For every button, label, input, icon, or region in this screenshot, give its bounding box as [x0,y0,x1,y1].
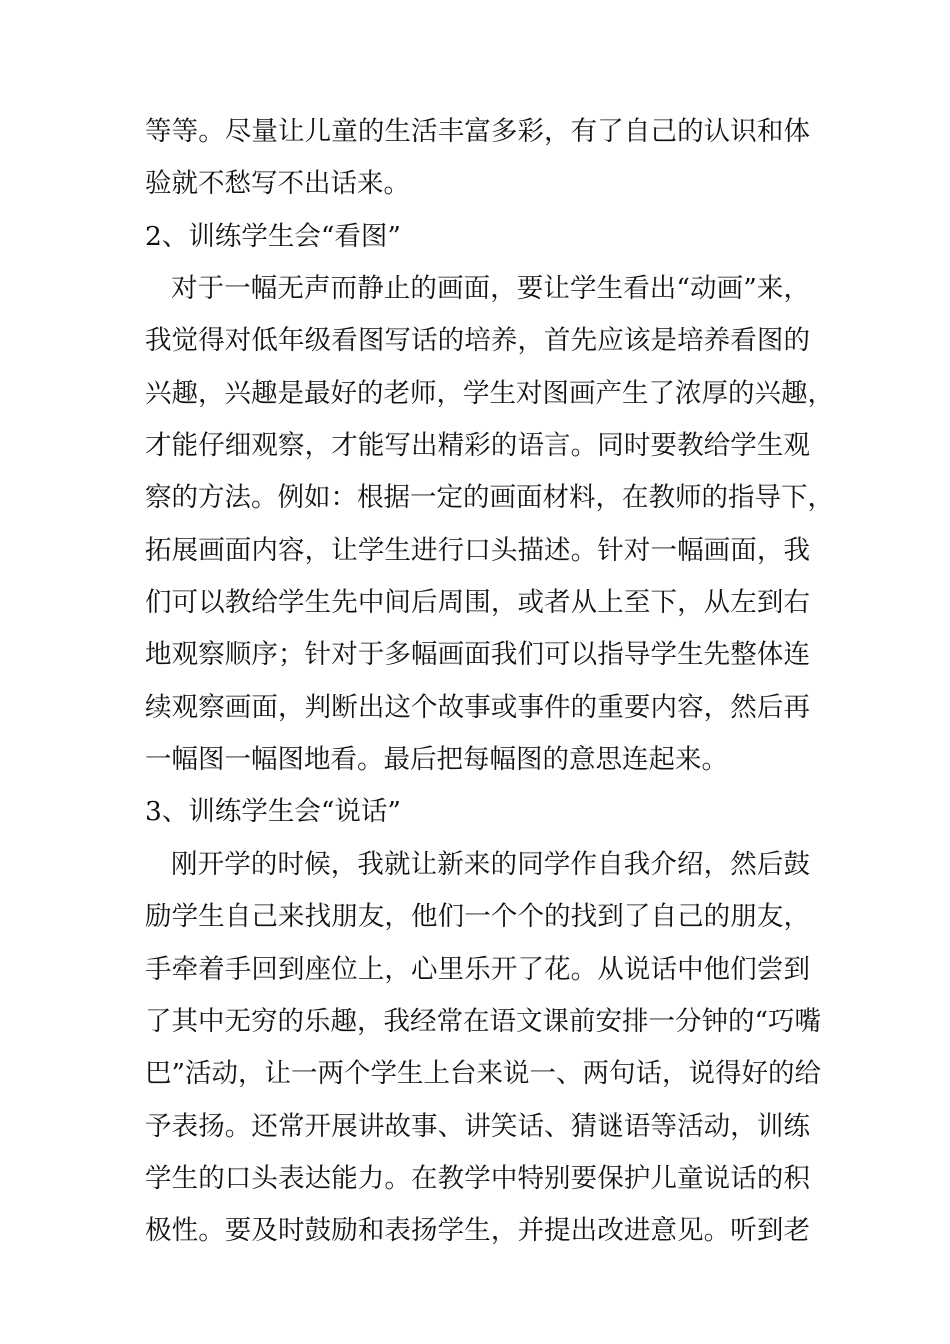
text-line: 励学生自己来找朋友，他们一个个的找到了自己的朋友， [145,901,810,933]
text-line: 才能仔细观察，才能写出精彩的语言。同时要教给学生观 [145,430,810,462]
text-line: 我觉得对低年级看图写话的培养，首先应该是培养看图的 [145,325,810,357]
text-line: 刚开学的时候，我就让新来的同学作自我介绍，然后鼓 [171,848,810,880]
text-line: 了其中无穷的乐趣，我经常在语文课前安排一分钟的“巧嘴 [145,1005,822,1037]
text-line: 等等。尽量让儿童的生活丰富多彩，有了自己的认识和体 [145,116,810,147]
text-line: 们可以教给学生先中间后周围，或者从上至下，从左到右 [145,587,810,619]
text-line: 地观察顺序；针对于多幅画面我们可以指导学生先整体连 [145,639,810,671]
text-line: 兴趣，兴趣是最好的老师，学生对图画产生了浓厚的兴趣， [145,377,834,409]
text-line: 一幅图一幅图地看。最后把每幅图的意思连起来。 [145,744,728,776]
text-line: 极性。要及时鼓励和表扬学生，并提出改进意见。听到老 [145,1215,810,1247]
text-line: 拓展画面内容，让学生进行口头描述。针对一幅画面，我 [145,534,810,566]
text-line: 察的方法。例如：根据一定的画面材料，在教师的指导下， [145,482,834,514]
section-heading: 2、训练学生会“看图” [145,220,401,252]
text-line: 手牵着手回到座位上，心里乐开了花。从说话中他们尝到 [145,953,810,985]
text-line: 续观察画面，判断出这个故事或事件的重要内容，然后再 [145,691,810,723]
text-line: 验就不愁写不出话来。 [145,168,410,200]
text-line: 对于一幅无声而静止的画面，要让学生看出“动画”来， [171,273,810,305]
text-line: 学生的口头表达能力。在教学中特别要保护儿童说话的积 [145,1162,810,1194]
body-text [145,106,834,1258]
section-heading: 3、训练学生会“说话” [145,796,401,828]
text-line: 巴”活动，让一两个学生上台来说一、两句话，说得好的给 [145,1058,822,1090]
text-line: 予表扬。还常开展讲故事、讲笑话、猜谜语等活动，训练 [145,1110,810,1142]
